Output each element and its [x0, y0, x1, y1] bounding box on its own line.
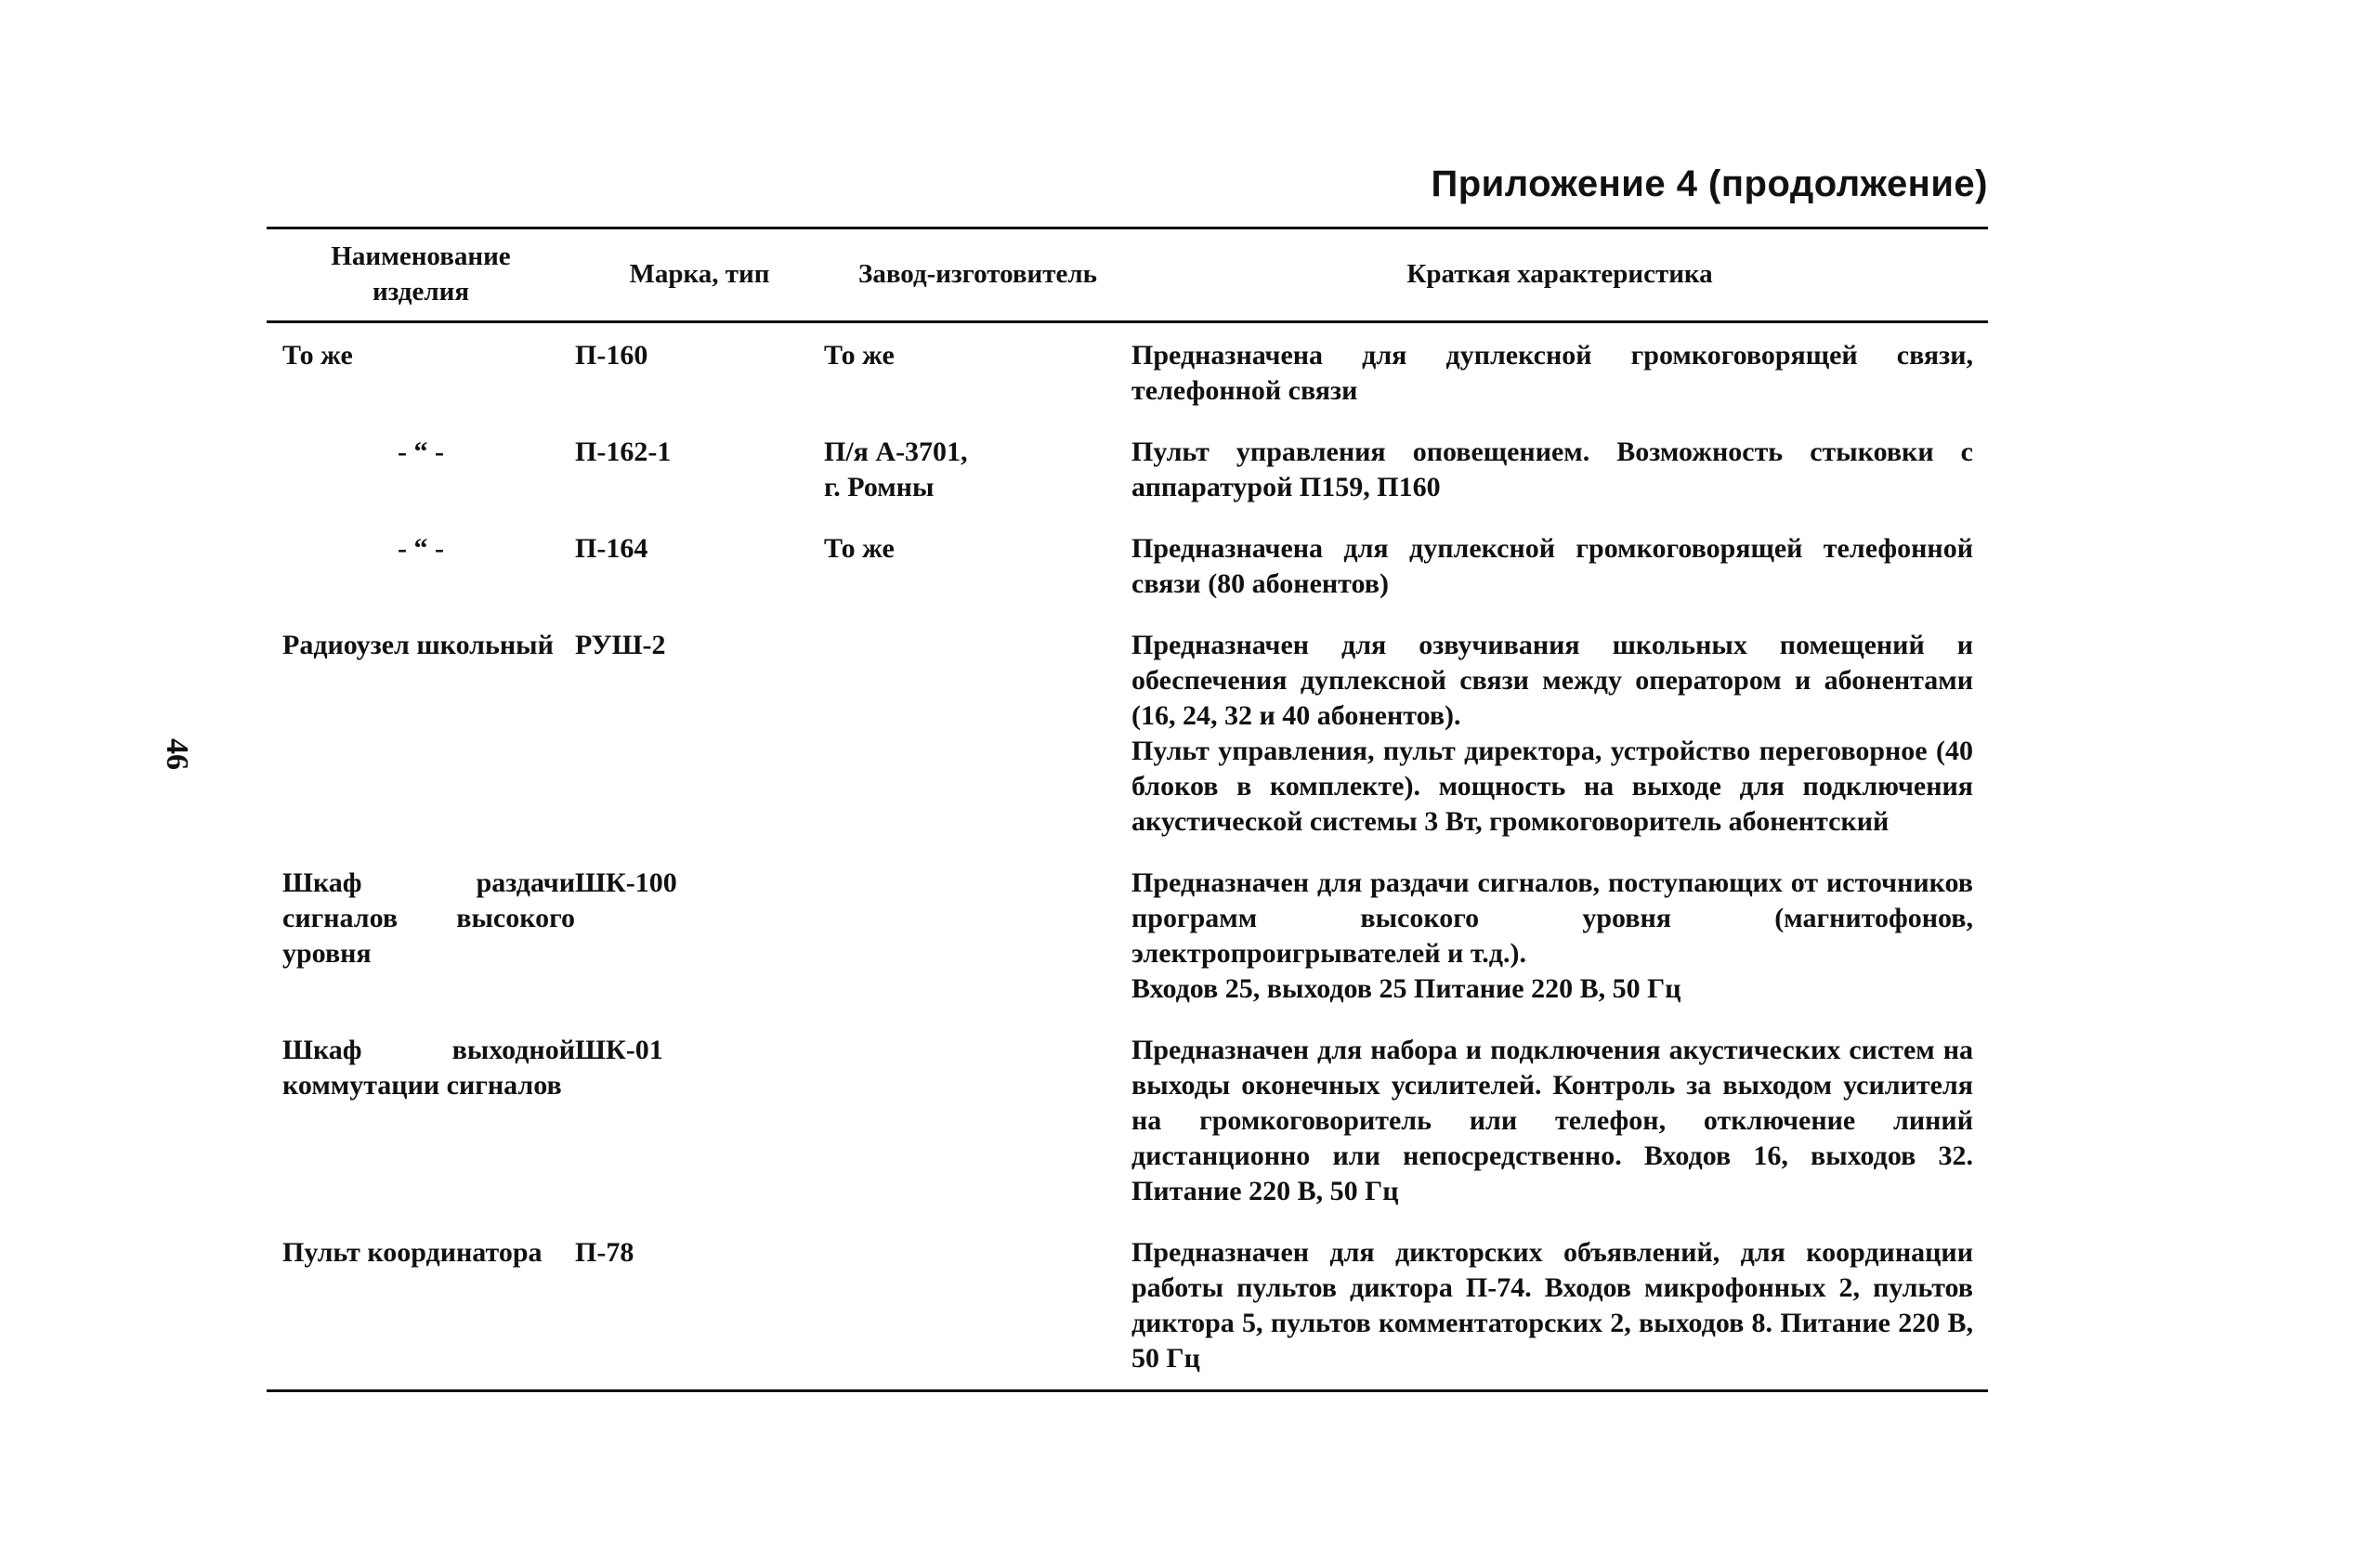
cell-mark [575, 1020, 824, 1222]
cell-name-text: - “ - [398, 533, 444, 564]
cell-mark-text: РУШ-2 [575, 630, 666, 660]
cell-manufacturer [824, 1020, 1131, 1222]
cell-mark [575, 422, 824, 518]
cell-manufacturer [824, 518, 1131, 615]
cell-manufacturer [824, 615, 1131, 853]
cell-mark [575, 1222, 824, 1391]
cell-manufacturer-text: П/я А-3701, г. Ромны [824, 437, 968, 502]
appendix-heading: Приложение 4 (продолжение) [1431, 163, 1988, 204]
header-mark: Марка, тип [629, 259, 770, 289]
cell-description-text: Пульт управления оповещением. Возможность стыковки с аппаратурой П159, П160 [1131, 437, 1973, 502]
cell-description-text: Предназначен для раздачи сигналов, поступающих от источников программ высокого уровня (магнитофонов, электропроигрывателей и т.д.). Входов 25, выходов 25 Питание 220 В, 50 Гц [1131, 867, 1973, 1004]
table-body [267, 322, 1988, 1391]
table-row [267, 1020, 1988, 1222]
header-manufacturer: Завод-изготовитель [858, 259, 1097, 289]
cell-description-text: Предназначен для набора и подключения акустических систем на выходы оконечных усилителей. Контроль за выходом усилителя на громкоговоритель или телефон, отключение линий дистанционно или непосредственно. Входов 16, выходов 32. Питание 220 В, 50 Гц [1131, 1035, 1973, 1206]
cell-description [1131, 1222, 1988, 1391]
cell-description [1131, 422, 1988, 518]
cell-name [267, 422, 575, 518]
cell-name-text: Шкаф выходной коммутации сигналов [282, 1035, 575, 1101]
cell-manufacturer [824, 853, 1131, 1020]
cell-mark-text: П-160 [575, 340, 648, 371]
cell-mark [575, 853, 824, 1020]
header-description: Краткая характеристика [1406, 259, 1713, 289]
table-row [267, 518, 1988, 615]
cell-manufacturer [824, 1222, 1131, 1391]
cell-description [1131, 518, 1988, 615]
table-row [267, 1222, 1988, 1391]
cell-description [1131, 1020, 1988, 1222]
cell-description-text: Предназначена для дуплексной громкоговорящей связи, телефонной связи [1131, 340, 1973, 406]
cell-mark [575, 322, 824, 423]
cell-manufacturer [824, 422, 1131, 518]
cell-name [267, 322, 575, 423]
cell-description-text: Предназначен для озвучивания школьных помещений и обеспечения дуплексной связи между оператором и абонентами (16, 24, 32 и 40 абонентов). Пульт управления, пульт директора, устройство переговорное (40 блоков в комплекте). мощность на выходе для подключения акустической системы 3 Вт, громкоговоритель абонентский [1131, 630, 1973, 837]
header-name: Наименование изделия [331, 241, 511, 306]
cell-mark-text: ШК-01 [575, 1035, 663, 1065]
cell-name-text: - “ - [398, 437, 444, 467]
cell-manufacturer-text: То же [824, 340, 895, 371]
equipment-table [267, 227, 1988, 1392]
cell-name-text: Пульт координатора [282, 1237, 543, 1268]
cell-description-text: Предназначен для дикторских объявлений, для координации работы пультов диктора П-74. Входов микрофонных 2, пультов диктора 5, пультов комментаторских 2, выходов 8. Питание 220 В, 50 Гц [1131, 1237, 1973, 1374]
cell-name-text: Радиоузел школьный [282, 630, 554, 660]
cell-description [1131, 853, 1988, 1020]
cell-mark-text: ШК-100 [575, 867, 677, 898]
cell-name [267, 853, 575, 1020]
page-number: 46 [160, 738, 194, 770]
cell-name-text: Шкаф раздачи сигналов высокого уровня [282, 867, 575, 969]
table-header-row [267, 228, 1988, 322]
cell-name [267, 615, 575, 853]
cell-name [267, 1020, 575, 1222]
table-row [267, 322, 1988, 423]
cell-name [267, 1222, 575, 1391]
cell-manufacturer-text: То же [824, 533, 895, 564]
cell-manufacturer [824, 322, 1131, 423]
table-row [267, 853, 1988, 1020]
cell-name [267, 518, 575, 615]
cell-description [1131, 615, 1988, 853]
cell-description-text: Предназначена для дуплексной громкоговорящей телефонной связи (80 абонентов) [1131, 533, 1973, 599]
cell-description [1131, 322, 1988, 423]
cell-mark [575, 615, 824, 853]
cell-name-text: То же [282, 340, 353, 371]
cell-mark-text: П-162-1 [575, 437, 672, 467]
cell-mark-text: П-164 [575, 533, 648, 564]
table-row [267, 422, 1988, 518]
table-row [267, 615, 1988, 853]
cell-mark [575, 518, 824, 615]
cell-mark-text: П-78 [575, 1237, 634, 1268]
